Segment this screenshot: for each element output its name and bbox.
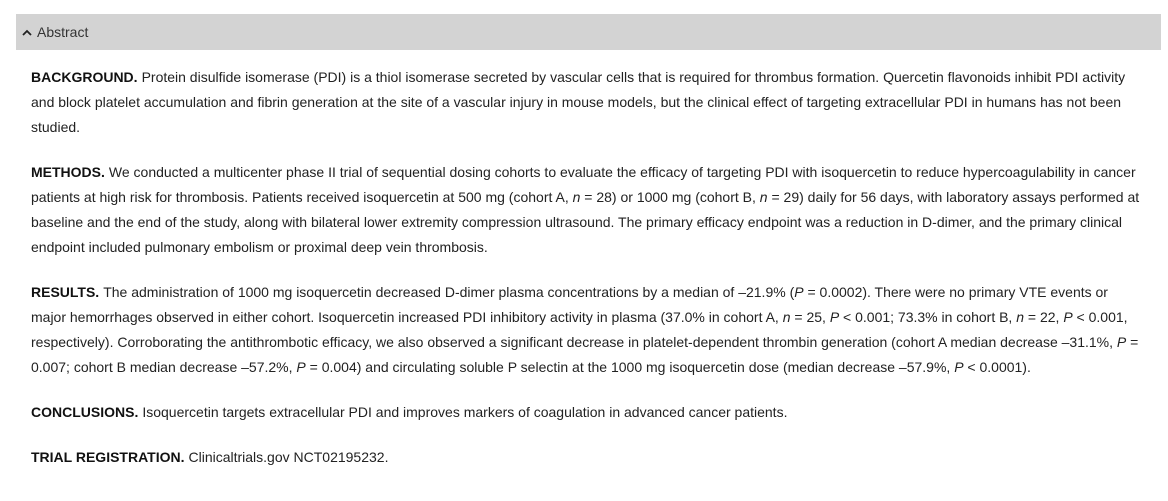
text-run: Isoquercetin targets extracellular PDI and improves markers of coagulation in advanced cancer patients. bbox=[142, 404, 788, 420]
section-label: METHODS. bbox=[31, 164, 105, 180]
text-run: Protein disulfide isomerase (PDI) is a thiol isomerase secreted by vascular cells that is required for thrombus formation. Quercetin flavonoids inhibit PDI activity and block platelet accumulation and fibrin generation at the site of a vascular injury in mouse models, but the clinical effect of targeting extracellular PDI in humans has not been studied. bbox=[31, 69, 1126, 135]
italic-symbol: P bbox=[296, 359, 306, 375]
section-text bbox=[31, 164, 1139, 255]
italic-symbol: P bbox=[829, 309, 840, 325]
section-label: TRIAL REGISTRATION. bbox=[31, 449, 185, 465]
abstract-section bbox=[31, 400, 1141, 425]
italic-symbol: n bbox=[1016, 309, 1025, 325]
italic-symbol: n bbox=[759, 189, 768, 205]
text-run: < 0.0001). bbox=[963, 359, 1031, 375]
text-run: = 28) or 1000 mg (cohort B, bbox=[580, 189, 760, 205]
text-run: < 0.001, respectively). Corroborating the antithrombotic efficacy, we also observed a significant decrease in platelet-dependent thrombin generation (cohort A median decrease –31.1%, bbox=[31, 309, 1128, 350]
italic-symbol: P bbox=[1063, 309, 1073, 325]
abstract-section bbox=[31, 160, 1141, 260]
section-text bbox=[188, 449, 388, 465]
text-run: < 0.001; 73.3% in cohort B, bbox=[839, 309, 1017, 325]
text-run: We conducted a multicenter phase II trial of sequential dosing cohorts to evaluate the efficacy of targeting PDI with isoquercetin to reduce hypercoagulability in cancer patients at high risk for thrombosis. Patients received isoquercetin at 500 mg (cohort A, bbox=[31, 164, 1136, 205]
section-label: BACKGROUND. bbox=[31, 69, 138, 85]
section-label: CONCLUSIONS. bbox=[31, 404, 139, 420]
section-label: RESULTS. bbox=[31, 284, 100, 300]
text-run: The administration of 1000 mg isoquercetin decreased D-dimer plasma concentrations by a median of –21.9% ( bbox=[103, 284, 795, 300]
section-text bbox=[31, 284, 1138, 375]
abstract-toggle[interactable] bbox=[16, 14, 1161, 50]
text-run: = 29) daily for 56 days, with laboratory assays performed at baseline and the end of the study, along with bilateral lower extremity compression ultrasound. The primary efficacy endpoint was a reduction in D-dimer, and the primary clinical endpoint included pulmonary embolism or proximal deep vein thrombosis. bbox=[31, 189, 1140, 255]
abstract-header-label: Abstract bbox=[37, 24, 89, 40]
section-text bbox=[31, 69, 1125, 135]
text-run: Clinicaltrials.gov NCT02195232. bbox=[188, 449, 389, 465]
abstract-section bbox=[31, 65, 1141, 140]
text-run: = 0.0002). There were no primary VTE events or major hemorrhages observed in either cohort. Isoquercetin increased PDI inhibitory activity in plasma (37.0% in cohort A, bbox=[31, 284, 1108, 325]
section-text bbox=[142, 404, 787, 420]
italic-symbol: P bbox=[954, 359, 964, 375]
text-run: = 25, bbox=[790, 309, 830, 325]
italic-symbol: P bbox=[1116, 334, 1127, 350]
chevron-up-icon bbox=[20, 25, 34, 39]
italic-symbol: P bbox=[794, 284, 804, 300]
abstract-section bbox=[31, 280, 1141, 380]
italic-symbol: n bbox=[782, 309, 791, 325]
abstract-body bbox=[31, 65, 1141, 490]
abstract-section bbox=[31, 445, 1141, 470]
text-run: = 22, bbox=[1024, 309, 1064, 325]
text-run: = 0.007; cohort B median decrease –57.2%, bbox=[31, 334, 1139, 375]
text-run: = 0.004) and circulating soluble P selectin at the 1000 mg isoquercetin dose (median decrease –57.9%, bbox=[305, 359, 955, 375]
italic-symbol: n bbox=[572, 189, 581, 205]
